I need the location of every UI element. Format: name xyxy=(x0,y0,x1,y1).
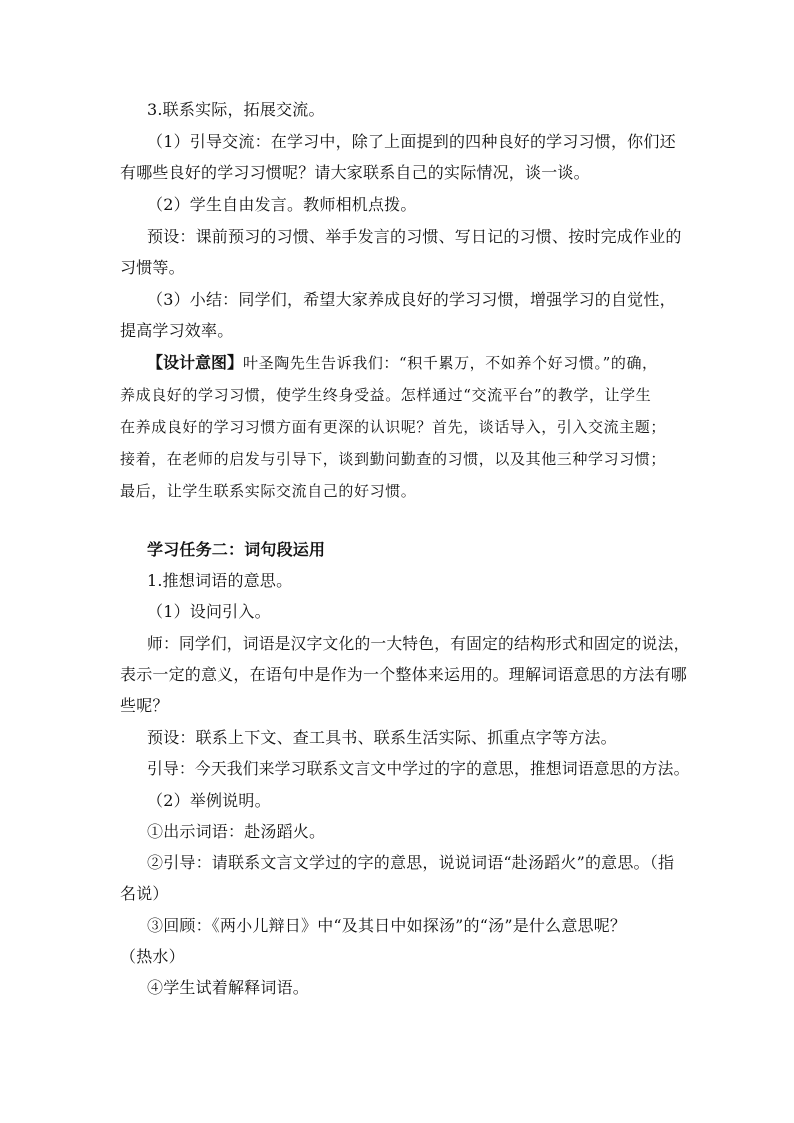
section-heading: 3.联系实际，拓展交流。 xyxy=(147,100,325,119)
paragraph-line: 师：同学们，词语是汉字文化的一大特色，有固定的结构形式和固定的说法， xyxy=(147,634,690,653)
design-intent-line xyxy=(147,353,658,373)
paragraph-line: （2）举例说明。 xyxy=(147,791,271,810)
paragraph-line: （2）学生自由发言。教师相机点拨。 xyxy=(147,195,417,214)
design-intent-text: 叶圣陶先生告诉我们：“积千累万，不如养个好习惯。”的确， xyxy=(243,354,658,372)
paragraph-line: 提高学习效率。 xyxy=(120,321,234,340)
paragraph-line: 习惯等。 xyxy=(120,258,185,277)
design-intent-line: 养成良好的学习习惯，使学生终身受益。怎样通过“交流平台”的教学，让学生 xyxy=(120,386,652,404)
paragraph-line: 1.推想词语的意思。 xyxy=(147,571,293,590)
paragraph-line: ④学生试着解释词语。 xyxy=(147,978,310,997)
paragraph-line: 名说） xyxy=(120,884,169,903)
paragraph-line: （3）小结：同学们，希望大家养成良好的学习习惯，增强学习的自觉性， xyxy=(147,290,676,309)
paragraph-line: （热水） xyxy=(120,947,185,966)
paragraph-line: 有哪些良好的学习习惯呢？请大家联系自己的实际情况，谈一谈。 xyxy=(120,163,590,182)
paragraph-line: 些呢？ xyxy=(120,696,169,715)
paragraph-line: ③回顾：《两小儿辩日》中“及其日中如探汤”的“汤”是什么意思呢？ xyxy=(147,916,627,935)
paragraph-line: 预设：联系上下文、查工具书、联系生活实际、抓重点字等方法。 xyxy=(147,728,617,747)
design-intent-tag: 【设计意图】 xyxy=(147,353,244,372)
design-intent-line: 在养成良好的学习习惯方面有更深的认识呢？首先，谈话导入，引入交流主题； xyxy=(120,418,667,436)
design-intent-line: 接着，在老师的启发与引导下，谈到勤问勤查的习惯，以及其他三种学习习惯； xyxy=(120,450,667,468)
paragraph-line: ②引导：请联系文言文学过的字的意思，说说词语“赴汤蹈火”的意思。（指 xyxy=(147,853,675,872)
paragraph-line: ①出示词语：赴汤蹈火。 xyxy=(147,822,326,841)
paragraph-line: （1）设问引入。 xyxy=(147,602,271,621)
paragraph-line: 表示一定的意义，在语句中是作为一个整体来运用的。理解词语意思的方法有哪 xyxy=(120,665,688,684)
design-intent-line: 最后，让学生联系实际交流自己的好习惯。 xyxy=(120,482,417,500)
task-heading: 学习任务二：词句段运用 xyxy=(147,540,326,559)
paragraph-line: 引导：今天我们来学习联系文言文中学过的字的意思，推想词语意思的方法。 xyxy=(147,759,690,778)
paragraph-line: 预设：课前预习的习惯、举手发言的习惯、写日记的习惯、按时完成作业的 xyxy=(147,227,682,246)
paragraph-line: （1）引导交流：在学习中，除了上面提到的四种良好的学习习惯，你们还 xyxy=(147,132,676,151)
